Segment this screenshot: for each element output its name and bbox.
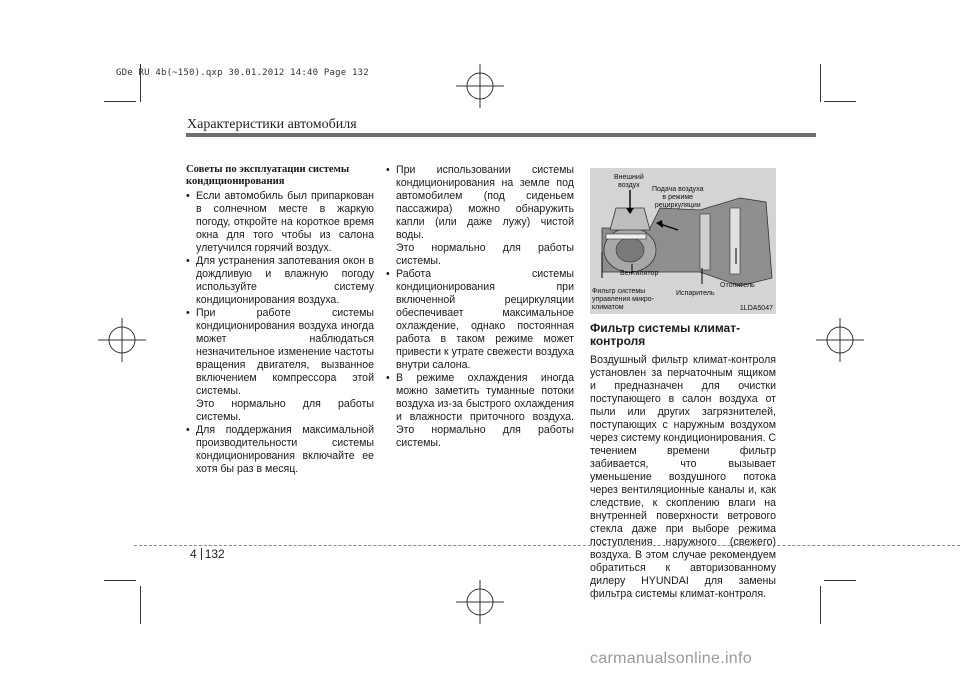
- chapter-number: 4: [190, 547, 197, 561]
- list-item: • Работа системы кондиционирования при включенной рециркуляции обеспечивает максимальное охлаждение, однако постоянная работа в таком режиме может привести к утрате свежести воздуха внутри салона.: [386, 268, 574, 372]
- list-item: • При использовании системы кондиционирования на земле под автомобилем (под сиденьем пассажира) можно обнаружить капли (или даже лужу) чистой воды.: [386, 164, 574, 242]
- filter-heading: Фильтр системы климат-контроля: [590, 321, 741, 348]
- tips-subhead: Советы по эксплуатации системы кондиционирования: [186, 164, 350, 187]
- list-item: • При работе системы кондиционирования воздуха иногда может наблюдаться незначительное изменение частоты вращения двигателя, вызванное включением компрессора этой системы.: [186, 307, 374, 398]
- filter-paragraph: Воздушный фильтр климат-контроля установлен за перчаточным ящиком и предназначен для очистки поступающего в салон воздуха от пыли или других загрязнителей, поступающих с наружным воздухом через систему кондиционирования. С течением времени фильтр забивается, что вызывает уменьшение воздушного потока через вентиляционные каналы и, как следствие, к скоплению влаги на внутренней поверхности ветрового стекла даже при выборе режима поступления наружного (свежего) воздуха. В этом случае рекомендуем обратиться к авторизованному дилеру HYUNDAI для замены фильтра системы климат-контроля.: [590, 354, 777, 600]
- label-outside-air: Внешний воздух: [614, 174, 644, 189]
- crop-mark-br-h: [824, 580, 856, 581]
- label-filter: Фильтр системы управления микро- климатом: [592, 288, 655, 311]
- list-item: • Для устранения запотевания окон в дождливую и влажную погоду используйте систему кондиционирования воздуха.: [186, 255, 374, 307]
- label-recirculation-air: Подача воздуха в режиме рециркуляции: [652, 186, 704, 209]
- crop-mark-bl-v: [140, 586, 141, 624]
- crop-mark-br-v: [820, 586, 821, 624]
- watermark: carmanualsonline.info: [590, 650, 752, 667]
- label-evaporator: Испаритель: [676, 290, 715, 297]
- column-1: [186, 164, 374, 476]
- crop-mark-tr-h: [824, 101, 856, 102]
- crop-mark-tr-v: [820, 64, 821, 102]
- label-blower: Вентилятор: [620, 270, 659, 277]
- list-note: Это нормально для работы системы.: [196, 398, 374, 423]
- column-2: [386, 164, 574, 450]
- registration-mark-right: [814, 316, 866, 364]
- section-title: Характеристики автомобиля: [187, 117, 357, 132]
- page-separator: [201, 548, 202, 560]
- list-item: • В режиме охлаждения иногда можно заметить туманные потоки воздуха из-за быстрого охлаждения и влажности приточного воздуха. Это нормально для работы системы.: [386, 372, 574, 450]
- footer-rule: [134, 545, 960, 546]
- column-3: [590, 322, 776, 601]
- crop-mark-bl-h: [104, 580, 136, 581]
- title-rule: [186, 133, 816, 137]
- page-number-value: 132: [204, 547, 225, 561]
- registration-mark-left: [96, 316, 148, 364]
- label-heater: Отопитель: [720, 282, 755, 289]
- page-number: [190, 547, 225, 561]
- climate-system-figure: [590, 168, 776, 314]
- list-item: • Если автомобиль был припаркован в солнечном месте в жаркую погоду, откройте на короткое время окна для того чтобы из салона улетучился горячий воздух.: [186, 190, 374, 255]
- list-note: Это нормально для работы системы.: [396, 242, 574, 267]
- figure-code: 1LDA5047: [739, 305, 773, 312]
- registration-mark-top: [454, 62, 506, 110]
- list-item: • Для поддержания максимальной производительности системы кондиционирования включайте ее хотя бы раз в месяц.: [186, 424, 374, 476]
- print-slug: GDe RU 4b(~150).qxp 30.01.2012 14:40 Page 132: [116, 68, 369, 78]
- registration-mark-bottom: [454, 578, 506, 626]
- crop-mark-tl-h: [104, 101, 136, 102]
